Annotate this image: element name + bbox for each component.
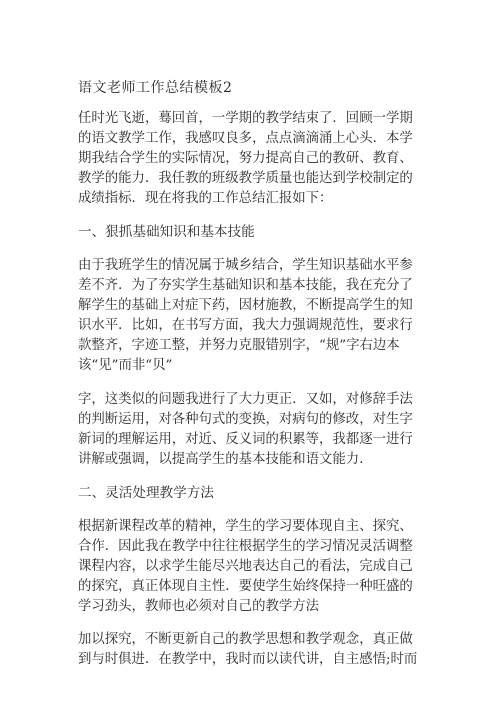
- paragraph-2-line-4: 识水平．比如，在书写方面，我大力强调规范性，要求行: [78, 318, 413, 333]
- paragraph-3-line-4: 讲解或强调，以提高学生的基本技能和语文能力．: [78, 452, 373, 467]
- paragraph-2-line-2: 差不齐．为了夯实学生基础知识和基本技能，我在充分了: [78, 278, 413, 293]
- document-title: 语文老师工作总结模板2: [78, 80, 233, 96]
- paragraph-4-line-5: 学习劲头，教师也必须对自己的教学方法: [78, 599, 320, 614]
- section-heading-2: 二、灵活处理教学方法: [78, 485, 214, 501]
- paragraph-5-line-2: 到与时俱进．在教学中，我时而以读代讲，自主感悟;时而: [78, 652, 418, 667]
- paragraph-1-line-2: 的语文教学工作，我感叹良多，点点滴滴涌上心头．本学: [78, 131, 413, 146]
- paragraph-5-line-1: 加以探究，不断更新自己的教学思想和教学观念，真正做: [78, 632, 413, 647]
- paragraph-1-line-1: 任时光飞逝，蓦回首，一学期的教学结束了．回顾一学期: [78, 111, 413, 126]
- paragraph-1-line-5: 成绩指标．现在将我的工作总结汇报如下：: [78, 191, 333, 206]
- paragraph-4-line-1: 根据新课程改革的精神，学生的学习要体现自主、探究、: [78, 519, 413, 534]
- paragraph-2-line-6: 该“见”而非“贝”: [78, 358, 173, 373]
- paragraph-4-line-3: 课程内容，以求学生能尽兴地表达自己的看法，完成自己: [78, 559, 413, 574]
- paragraph-1-line-3: 期我结合学生的实际情况，努力提高自己的教研、教育、: [78, 151, 413, 166]
- paragraph-2-line-1: 由于我班学生的情况属于城乡结合，学生知识基础水平参: [78, 258, 413, 273]
- paragraph-3-line-3: 新词的理解运用，对近、反义词的积累等，我都逐一进行: [78, 432, 413, 447]
- paragraph-2-line-3: 解学生的基础上对症下药，因材施教，不断提高学生的知: [78, 298, 413, 313]
- paragraph-2-line-5: 款整齐，字迹工整，并努力克服错别字，“规”字右边本: [78, 338, 400, 353]
- paragraph-3-line-2: 的判断运用，对各种句式的变换，对病句的修改，对生字: [78, 412, 413, 427]
- paragraph-4-line-2: 合作．因此我在教学中往往根据学生的学习情况灵活调整: [78, 539, 413, 554]
- paragraph-3-line-1: 字，这类似的问题我进行了大力更正．又如，对修辞手法: [78, 392, 413, 407]
- section-heading-1: 一、狠抓基础知识和基本技能: [78, 224, 255, 240]
- paragraph-4-line-4: 的探究，真正体现自主性．要使学生始终保持一种旺盛的: [78, 579, 413, 594]
- paragraph-1-line-4: 教学的能力．我任教的班级教学质量也能达到学校制定的: [78, 171, 413, 186]
